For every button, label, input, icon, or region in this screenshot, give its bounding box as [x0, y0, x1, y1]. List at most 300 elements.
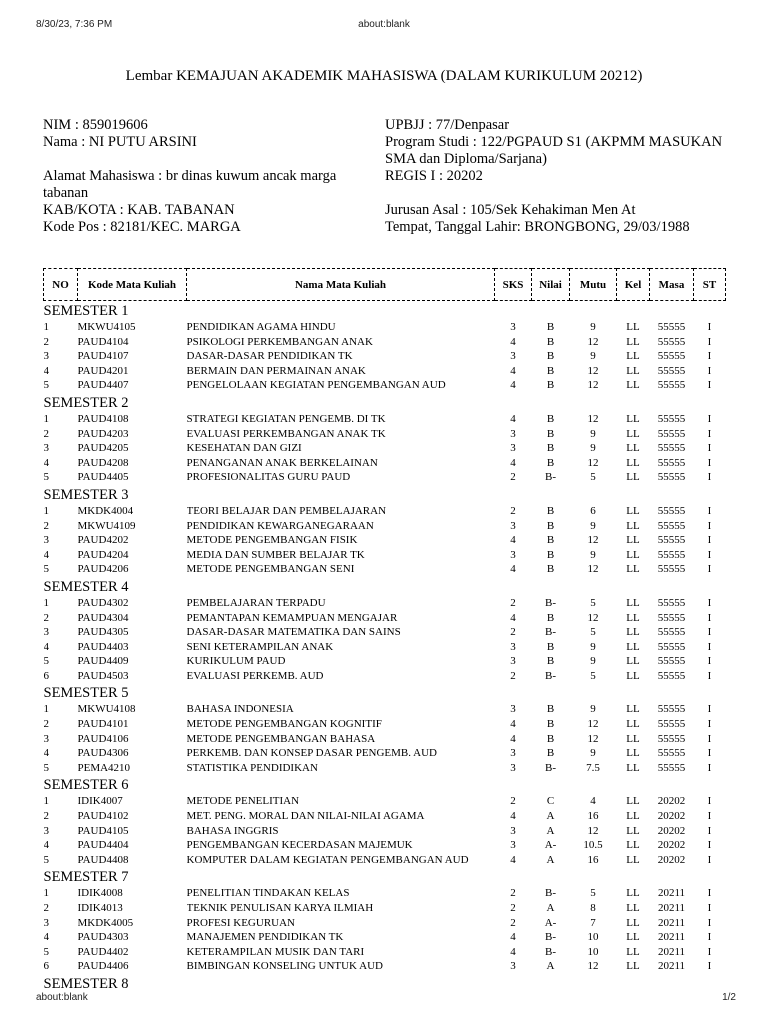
mutu: 10.5: [583, 839, 603, 852]
course-code: PAUD4407: [77, 379, 129, 392]
nilai: B: [546, 456, 555, 469]
row-no: 4: [43, 747, 49, 760]
mutu: 10: [587, 945, 599, 958]
table-row: [44, 519, 726, 534]
kel: LL: [626, 412, 640, 425]
course-name: BAHASA INDONESIA: [186, 703, 294, 716]
kel: LL: [626, 456, 640, 469]
student-name: Nama : NI PUTU ARSINI: [43, 134, 197, 150]
table-row: [44, 761, 726, 776]
table-row: [44, 625, 726, 640]
student-info-left: [43, 117, 373, 236]
masa: 55555: [657, 412, 686, 425]
row-no: 4: [43, 931, 49, 944]
mutu: 12: [587, 824, 599, 837]
row-no: 2: [43, 718, 49, 731]
kel: LL: [626, 931, 640, 944]
mutu: 7: [590, 916, 596, 929]
header-masa: Masa: [650, 269, 694, 301]
course-name: DASAR-DASAR MATEMATIKA DAN SAINS: [186, 626, 401, 639]
st: I: [707, 853, 712, 866]
table-row: [44, 886, 726, 901]
row-no: 3: [43, 626, 49, 639]
masa: 55555: [657, 611, 686, 624]
nilai: B-: [545, 471, 556, 484]
semester-heading: [44, 485, 726, 504]
st: I: [707, 471, 712, 484]
st: I: [707, 669, 712, 682]
sks: 3: [510, 350, 516, 363]
table-row: [44, 611, 726, 626]
table-row: [44, 412, 726, 427]
semester-heading: [44, 974, 726, 993]
header-nilai: Nilai: [532, 269, 570, 301]
nilai: B: [546, 747, 555, 760]
row-no: 5: [43, 761, 49, 774]
table-row: [44, 824, 726, 839]
mutu: 8: [590, 902, 596, 914]
nilai: B: [546, 703, 555, 716]
row-no: 6: [43, 669, 49, 682]
kel: LL: [626, 703, 640, 716]
course-code: MKWU4108: [77, 703, 136, 716]
nilai: B-: [545, 931, 556, 944]
mutu: 6: [590, 504, 596, 517]
semester-heading: [44, 577, 726, 596]
mutu: 12: [587, 379, 599, 392]
masa: 55555: [657, 640, 686, 653]
kel: LL: [626, 563, 640, 576]
sks: 3: [510, 703, 516, 716]
kel: LL: [626, 795, 640, 808]
row-no: 2: [43, 810, 49, 823]
course-name: METODE PENGEMBANGAN KOGNITIF: [186, 718, 382, 731]
kel: LL: [626, 718, 640, 731]
mutu: 9: [590, 427, 596, 440]
nilai: B-: [545, 887, 556, 900]
table-header-row: [44, 269, 726, 301]
course-name: METODE PENGEMBANGAN FISIK: [186, 534, 358, 547]
course-code: PAUD4107: [77, 350, 129, 363]
course-code: PAUD4101: [77, 718, 129, 731]
st: I: [707, 640, 712, 653]
kel: LL: [626, 335, 640, 348]
print-page-title: about:blank: [358, 19, 410, 30]
header-kel: Kel: [617, 269, 650, 301]
table-row: [44, 732, 726, 747]
sks: 2: [510, 669, 516, 682]
row-no: 4: [43, 839, 49, 852]
masa: 55555: [657, 504, 686, 517]
kel: LL: [626, 960, 640, 973]
row-no: 4: [43, 548, 49, 561]
mutu: 4: [590, 795, 596, 808]
document-title: Lembar KEMAJUAN AKADEMIK MAHASISWA (DALAM KURIKULUM 20212): [125, 68, 643, 84]
row-no: 5: [43, 853, 49, 866]
kel: LL: [626, 504, 640, 517]
mutu: 12: [587, 960, 599, 973]
masa: 55555: [657, 534, 686, 547]
sks: 4: [510, 335, 516, 348]
semester-heading: [44, 867, 726, 886]
course-code: PAUD4203: [77, 427, 129, 440]
course-name: METODE PENELITIAN: [186, 795, 300, 808]
sks: 4: [510, 456, 516, 469]
course-name: PENGELOLAAN KEGIATAN PENGEMBANGAN AUD: [186, 379, 446, 392]
kel: LL: [626, 853, 640, 866]
kel: LL: [626, 519, 640, 532]
table-row: [44, 562, 726, 577]
course-code: PAUD4403: [77, 640, 129, 653]
sks: 4: [510, 853, 516, 866]
course-name: STATISTIKA PENDIDIKAN: [186, 761, 318, 774]
row-no: 1: [43, 321, 49, 333]
mutu: 12: [587, 611, 599, 624]
header-course-name: Nama Mata Kuliah: [187, 269, 495, 301]
mutu: 5: [590, 626, 596, 639]
sks: 2: [510, 596, 516, 609]
nilai: B: [546, 442, 555, 455]
sks: 3: [510, 747, 516, 760]
course-code: IDIK4008: [77, 887, 123, 900]
header-no: NO: [44, 269, 78, 301]
course-code: IDIK4013: [77, 902, 123, 914]
nilai: B-: [545, 626, 556, 639]
st: I: [707, 442, 712, 455]
mutu: 12: [587, 456, 599, 469]
st: I: [707, 931, 712, 944]
course-name: KESEHATAN DAN GIZI: [186, 442, 302, 455]
masa: 55555: [657, 335, 686, 348]
st: I: [707, 534, 712, 547]
nilai: A: [546, 853, 555, 866]
sks: 4: [510, 364, 516, 377]
sks: 4: [510, 810, 516, 823]
table-row: [44, 533, 726, 548]
course-code: MKWU4109: [77, 519, 136, 532]
sks: 4: [510, 563, 516, 576]
kel: LL: [626, 321, 640, 333]
kel: LL: [626, 471, 640, 484]
masa: 20202: [657, 839, 686, 852]
row-no: 2: [43, 611, 49, 624]
masa: 20211: [657, 887, 686, 900]
grades-body: [44, 301, 726, 993]
course-code: PAUD4204: [77, 548, 129, 561]
st: I: [707, 718, 712, 731]
row-no: 4: [43, 364, 49, 377]
nilai: B: [546, 548, 555, 561]
nim: NIM : 859019606: [43, 117, 148, 133]
nilai: B: [546, 640, 555, 653]
course-code: PAUD4405: [77, 471, 129, 484]
header-st: ST: [694, 269, 726, 301]
row-no: 3: [43, 732, 49, 745]
st: I: [707, 350, 712, 363]
st: I: [707, 795, 712, 808]
sks: 3: [510, 321, 516, 333]
sks: 2: [510, 887, 516, 900]
table-row: [44, 640, 726, 655]
table-row: [44, 717, 726, 732]
print-datetime: 8/30/23, 7:36 PM: [36, 19, 113, 30]
masa: 55555: [657, 626, 686, 639]
course-name: PEMANTAPAN KEMAMPUAN MENGAJAR: [186, 611, 398, 624]
nilai: B-: [545, 669, 556, 682]
course-name: PSIKOLOGI PERKEMBANGAN ANAK: [186, 335, 373, 348]
registration: REGIS I : 20202: [385, 168, 483, 184]
masa: 55555: [657, 442, 686, 455]
course-name: EVALUASI PERKEMB. AUD: [186, 669, 324, 682]
sks: 2: [510, 902, 516, 914]
st: I: [707, 596, 712, 609]
course-code: PAUD4208: [77, 456, 129, 469]
postal-code: Kode Pos : 82181/KEC. MARGA: [43, 219, 241, 235]
sks: 2: [510, 626, 516, 639]
table-row: [44, 335, 726, 350]
course-name: PENANGANAN ANAK BERKELAINAN: [186, 456, 378, 469]
course-name: KOMPUTER DALAM KEGIATAN PENGEMBANGAN AUD: [186, 853, 469, 866]
nilai: B: [546, 732, 555, 745]
masa: 55555: [657, 563, 686, 576]
masa: 55555: [657, 519, 686, 532]
row-no: 5: [43, 471, 49, 484]
table-row: [44, 669, 726, 684]
mutu: 12: [587, 335, 599, 348]
nilai: B: [546, 504, 555, 517]
kel: LL: [626, 534, 640, 547]
mutu: 12: [587, 732, 599, 745]
course-code: PAUD4106: [77, 732, 129, 745]
kel: LL: [626, 732, 640, 745]
st: I: [707, 916, 712, 929]
course-code: PAUD4201: [77, 364, 129, 377]
st: I: [707, 519, 712, 532]
row-no: 3: [43, 442, 49, 455]
table-row: [44, 945, 726, 960]
st: I: [707, 945, 712, 958]
course-code: PAUD4108: [77, 412, 129, 425]
mutu: 9: [590, 442, 596, 455]
sks: 3: [510, 519, 516, 532]
st: I: [707, 655, 712, 668]
masa: 55555: [657, 761, 686, 774]
masa: 20211: [657, 916, 686, 929]
mutu: 9: [590, 321, 596, 333]
course-code: PAUD4409: [77, 655, 129, 668]
mutu: 12: [587, 364, 599, 377]
course-code: MKDK4005: [77, 916, 134, 929]
table-row: [44, 427, 726, 442]
student-info-right: [385, 117, 735, 236]
course-name: PENDIDIKAN KEWARGANEGARAAN: [186, 519, 374, 532]
kel: LL: [626, 669, 640, 682]
mutu: 10: [587, 931, 599, 944]
mutu: 12: [587, 412, 599, 425]
header-sks: SKS: [495, 269, 532, 301]
sks: 4: [510, 379, 516, 392]
st: I: [707, 364, 712, 377]
mutu: 9: [590, 640, 596, 653]
sks: 4: [510, 611, 516, 624]
nilai: B: [546, 364, 555, 377]
mutu: 7.5: [586, 761, 600, 774]
sks: 2: [510, 504, 516, 517]
sks: 2: [510, 795, 516, 808]
row-no: 2: [43, 519, 49, 532]
masa: 55555: [657, 655, 686, 668]
course-code: PAUD4406: [77, 960, 129, 973]
mutu: 5: [590, 887, 596, 900]
kel: LL: [626, 945, 640, 958]
st: I: [707, 427, 712, 440]
masa: 55555: [657, 364, 686, 377]
sks: 3: [510, 655, 516, 668]
course-name: MET. PENG. MORAL DAN NILAI-NILAI AGAMA: [186, 810, 425, 823]
semester-label: SEMESTER 5: [43, 685, 129, 702]
course-name: PROFESI KEGURUAN: [186, 916, 295, 929]
mutu: 5: [590, 596, 596, 609]
st: I: [707, 960, 712, 973]
table-row: [44, 470, 726, 485]
kel: LL: [626, 626, 640, 639]
course-name: DASAR-DASAR PENDIDIKAN TK: [186, 350, 353, 363]
nilai: B: [546, 350, 555, 363]
course-code: PAUD4306: [77, 747, 129, 760]
course-code: PAUD4303: [77, 931, 129, 944]
masa: 55555: [657, 596, 686, 609]
table-row: [44, 853, 726, 868]
masa: 55555: [657, 456, 686, 469]
course-name: METODE PENGEMBANGAN BAHASA: [186, 732, 376, 745]
sks: 4: [510, 931, 516, 944]
table-row: [44, 349, 726, 364]
sks: 3: [510, 548, 516, 561]
table-row: [44, 901, 726, 916]
st: I: [707, 611, 712, 624]
course-name: TEORI BELAJAR DAN PEMBELAJARAN: [186, 504, 387, 517]
st: I: [707, 810, 712, 823]
mutu: 16: [587, 810, 599, 823]
st: I: [707, 412, 712, 425]
nilai: B: [546, 335, 555, 348]
masa: 55555: [657, 703, 686, 716]
kel: LL: [626, 350, 640, 363]
nilai: B: [546, 519, 555, 532]
table-row: [44, 959, 726, 974]
course-name: TEKNIK PENULISAN KARYA ILMIAH: [186, 902, 374, 914]
masa: 55555: [657, 471, 686, 484]
course-name: SENI KETERAMPILAN ANAK: [186, 640, 334, 653]
semester-heading: [44, 393, 726, 412]
kel: LL: [626, 596, 640, 609]
semester-label: SEMESTER 7: [43, 869, 129, 886]
mutu: 9: [590, 703, 596, 716]
nilai: A-: [544, 839, 557, 852]
course-code: IDIK4007: [77, 795, 123, 808]
kel: LL: [626, 442, 640, 455]
course-name: STRATEGI KEGIATAN PENGEMB. DI TK: [186, 412, 386, 425]
nilai: A-: [544, 916, 557, 929]
row-no: 2: [43, 335, 49, 348]
st: I: [707, 335, 712, 348]
semester-label: SEMESTER 2: [43, 394, 129, 411]
study-program: Program Studi : 122/PGPAUD S1 (AKPMM MASUKAN SMA dan Diploma/Sarjana): [385, 134, 723, 167]
st: I: [707, 321, 712, 333]
kel: LL: [626, 902, 640, 914]
row-no: 2: [43, 902, 49, 914]
course-code: PAUD4402: [77, 945, 129, 958]
course-name: BIMBINGAN KONSELING UNTUK AUD: [186, 960, 383, 973]
print-page-number: 1/2: [722, 992, 736, 1003]
origin-major: Jurusan Asal : 105/Sek Kehakiman Men At: [385, 202, 636, 218]
st: I: [707, 703, 712, 716]
table-row: [44, 378, 726, 393]
st: I: [707, 839, 712, 852]
print-footer-url: about:blank: [36, 992, 88, 1003]
row-no: 3: [43, 534, 49, 547]
kel: LL: [626, 916, 640, 929]
kel: LL: [626, 640, 640, 653]
mutu: 9: [590, 519, 596, 532]
semester-heading: [44, 775, 726, 794]
masa: 55555: [657, 321, 686, 333]
masa: 55555: [657, 718, 686, 731]
row-no: 6: [43, 960, 49, 973]
mutu: 9: [590, 747, 596, 760]
st: I: [707, 824, 712, 837]
course-name: KETERAMPILAN MUSIK DAN TARI: [186, 945, 365, 958]
sks: 3: [510, 640, 516, 653]
st: I: [707, 761, 712, 774]
mutu: 9: [590, 655, 596, 668]
birth-place-date: Tempat, Tanggal Lahir: BRONGBONG, 29/03/1988: [385, 219, 690, 235]
mutu: 9: [590, 350, 596, 363]
course-name: PENDIDIKAN AGAMA HINDU: [186, 321, 336, 333]
mutu: 16: [587, 853, 599, 866]
row-no: 1: [43, 596, 49, 609]
kel: LL: [626, 427, 640, 440]
masa: 55555: [657, 669, 686, 682]
course-code: PAUD4205: [77, 442, 129, 455]
nilai: B-: [545, 945, 556, 958]
row-no: 5: [43, 945, 49, 958]
course-name: PENELITIAN TINDAKAN KELAS: [186, 887, 350, 900]
course-code: PAUD4503: [77, 669, 129, 682]
kel: LL: [626, 887, 640, 900]
semester-label: SEMESTER 4: [43, 578, 129, 595]
table-row: [44, 364, 726, 379]
masa: 55555: [657, 350, 686, 363]
nilai: B: [546, 321, 555, 333]
sks: 2: [510, 471, 516, 484]
masa: 55555: [657, 747, 686, 760]
row-no: 1: [43, 504, 49, 517]
nilai: A: [546, 824, 555, 837]
course-code: PAUD4206: [77, 563, 129, 576]
upbjj: UPBJJ : 77/Denpasar: [385, 117, 510, 133]
row-no: 4: [43, 456, 49, 469]
course-code: PAUD4408: [77, 853, 129, 866]
st: I: [707, 504, 712, 517]
nilai: B: [546, 611, 555, 624]
table-row: [44, 320, 726, 335]
sks: 4: [510, 412, 516, 425]
semester-label: SEMESTER 1: [43, 303, 129, 319]
sks: 3: [510, 824, 516, 837]
sks: 2: [510, 916, 516, 929]
table-row: [44, 916, 726, 931]
